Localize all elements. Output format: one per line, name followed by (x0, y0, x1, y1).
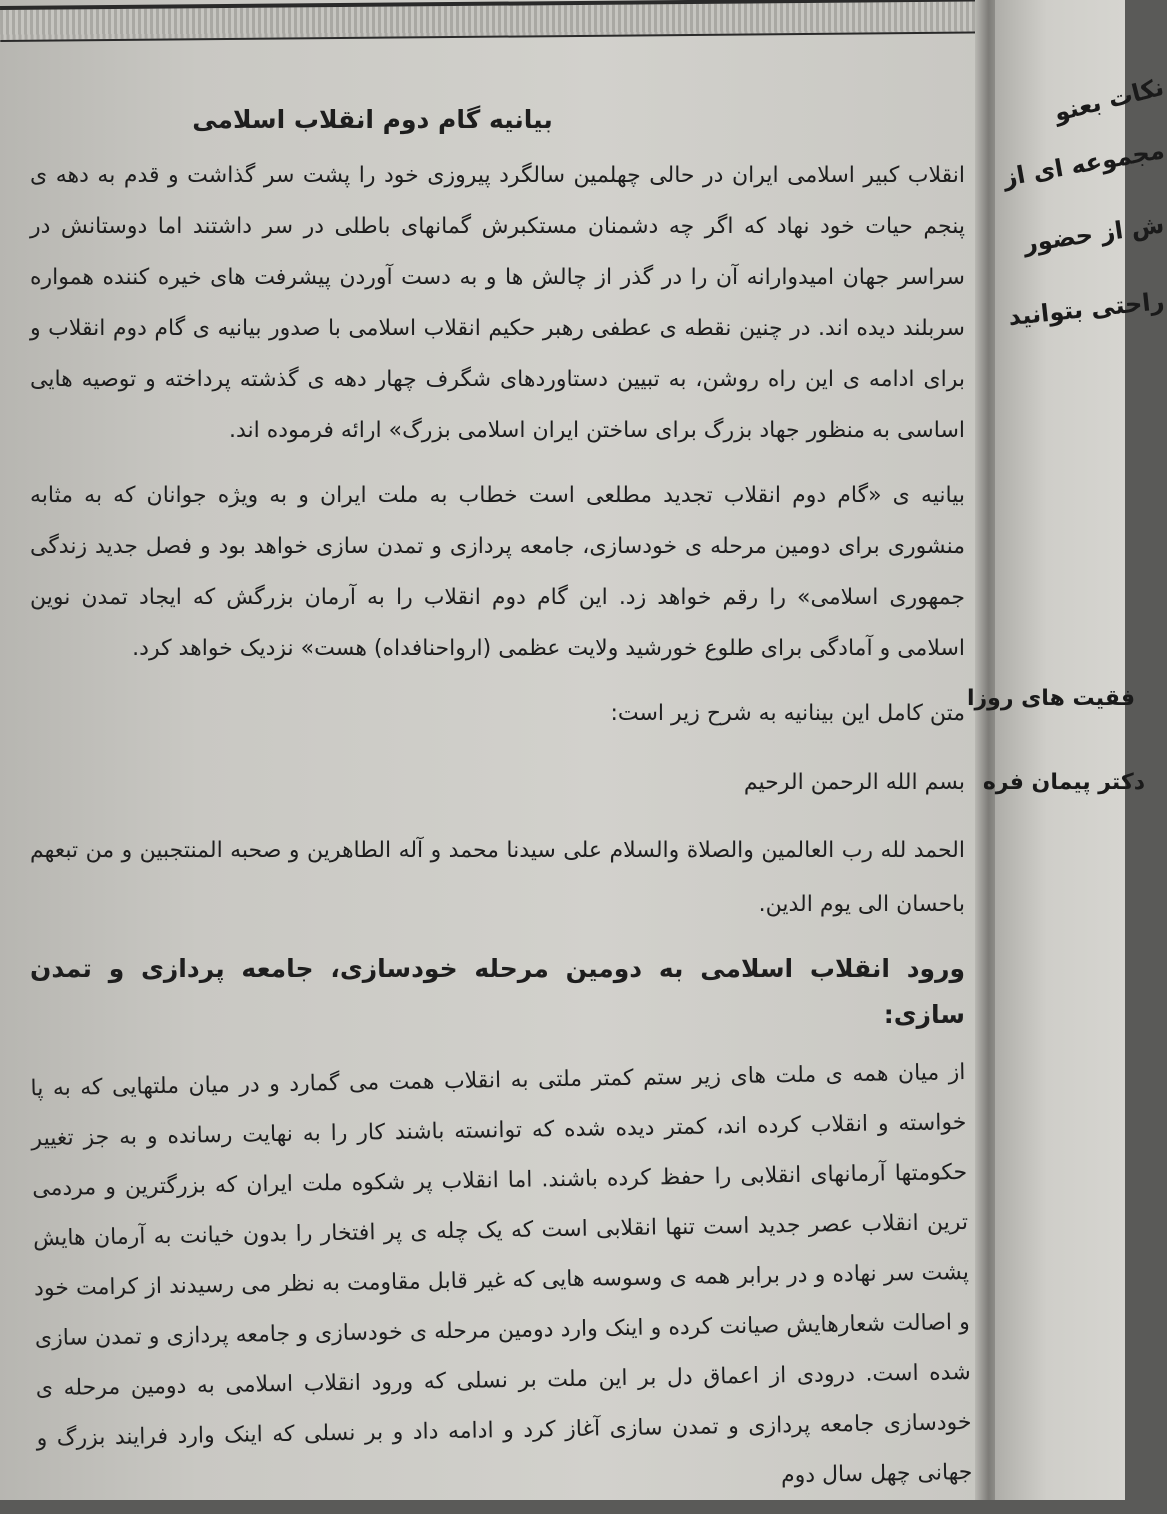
page-title: بیانیه گام دوم انقلاب اسلامی (192, 105, 553, 134)
facing-page-fragment: ش از حضور (1022, 210, 1167, 258)
facing-page-fragment: نکات بعنو (1051, 72, 1167, 128)
paragraph-full-text-note: متن کامل این بینانیه به شرح زیر است: (610, 701, 965, 726)
document-body (30, 100, 973, 1498)
section-heading: ورود انقلاب اسلامی به دومین مرحله خودسازی، جامعه پردازی و تمدن سازی: (30, 954, 965, 1029)
facing-page-fragment: راحتی بتوانید (1007, 286, 1167, 332)
paragraph-basmala: بسم الله الرحمن الرحیم (743, 770, 965, 795)
facing-page-fragment: مجموعه ای از (1000, 136, 1167, 192)
facing-page-fragment: دکتر پیمان فره (982, 770, 1145, 795)
facing-page (966, 0, 1167, 1500)
paragraph-section-body: از میان همه ی ملت های زیر ستم کمتر ملتی به انقلاب همت می گمارد و در میان ملتهایی که به پا خواسته و انقلاب کرده اند، کمتر دیده شده که توانسته باشند کار را به نهایت رسانده و به جز تغییر حکومتها آرمانهای انقلابی را حفظ کرده باشند. اما انقلاب پر شکوه ملت ایران که بزرگترین و مردمی ترین انقلاب عصر جدید است تنها انقلابی است که یک چله ی پر افتخار را بدون خیانت به آرمان هایش پشت سر نهاده و در برابر همه ی وسوسه هایی که غیر قابل مقاومت به نظر می رسیدند از کرامت خود و اصالت شعارهایش صیانت کرده و اینک وارد دومین مرحله ی خودسازی و جامعه پردازی و تمدن سازی شده است. درودی از اعماق دل بر این ملت بر نسلی که ورود انقلاب اسلامی به دومین مرحله ی خودسازی جامعه پردازی و تمدن سازی آغاز کرد و ادامه داد و بر نسلی که اینک وارد فرایند بزرگ و جهانی چهل سال دوم (30, 1059, 973, 1489)
paragraph-second-step: بیانیه ی «گام دوم انقلاب تجدید مطلعی است خطاب به ملت ایران و به ویژه جوانان که به مثابه منشوری برای دومین مرحله ی خودسازی، جامعه پردازی و تمدن سازی خواهد بود و فصل جدید زندگی جمهوری اسلامی» را رقم خواهد زد. این گام دوم انقلاب را به آرمان بزرگش که ایجاد تمدن نوین اسلامی و آمادگی برای طلوع خورشید ولایت عظمی (ارواحنافداه) هست» نزدیک خواهد کرد. (30, 483, 965, 661)
paragraph-intro: انقلاب کبیر اسلامی ایران در حالی چهلمین سالگرد پیروزی خود را پشت سر گذاشت و قدم به دهه ی پنجم حیات خود نهاد که اگر چه دشمنان مستکبرش گمانهای باطلی در سر داشتند اما دوستانش در سراسر جهان امیدوارانه آن را در گذر از چالش ها و به دست آوردن پیشرفت های خیره کننده همواره سربلند دیده اند. در چنین نقطه ی عطفی رهبر حکیم انقلاب اسلامی با صدور بیانیه ی گام دوم انقلاب و برای ادامه ی این راه روشن، به تبیین دستاوردهای شگرف چهار دهه ی گذشته پرداخته و توصیه هایی اساسی به منظور جهاد بزرگ برای ساختن ایران اسلامی بزرگ» ارائه فرموده اند. (30, 163, 965, 443)
facing-page-fragment: فقیت های روزا (966, 686, 1135, 711)
paragraph-praise: الحمد لله رب العالمین والصلاة والسلام علی سیدنا محمد و آله الطاهرین و صحبه المنتجبین و من تبعهم باحسان الی یوم الدین. (30, 838, 965, 917)
header-rule (0, 0, 1000, 42)
